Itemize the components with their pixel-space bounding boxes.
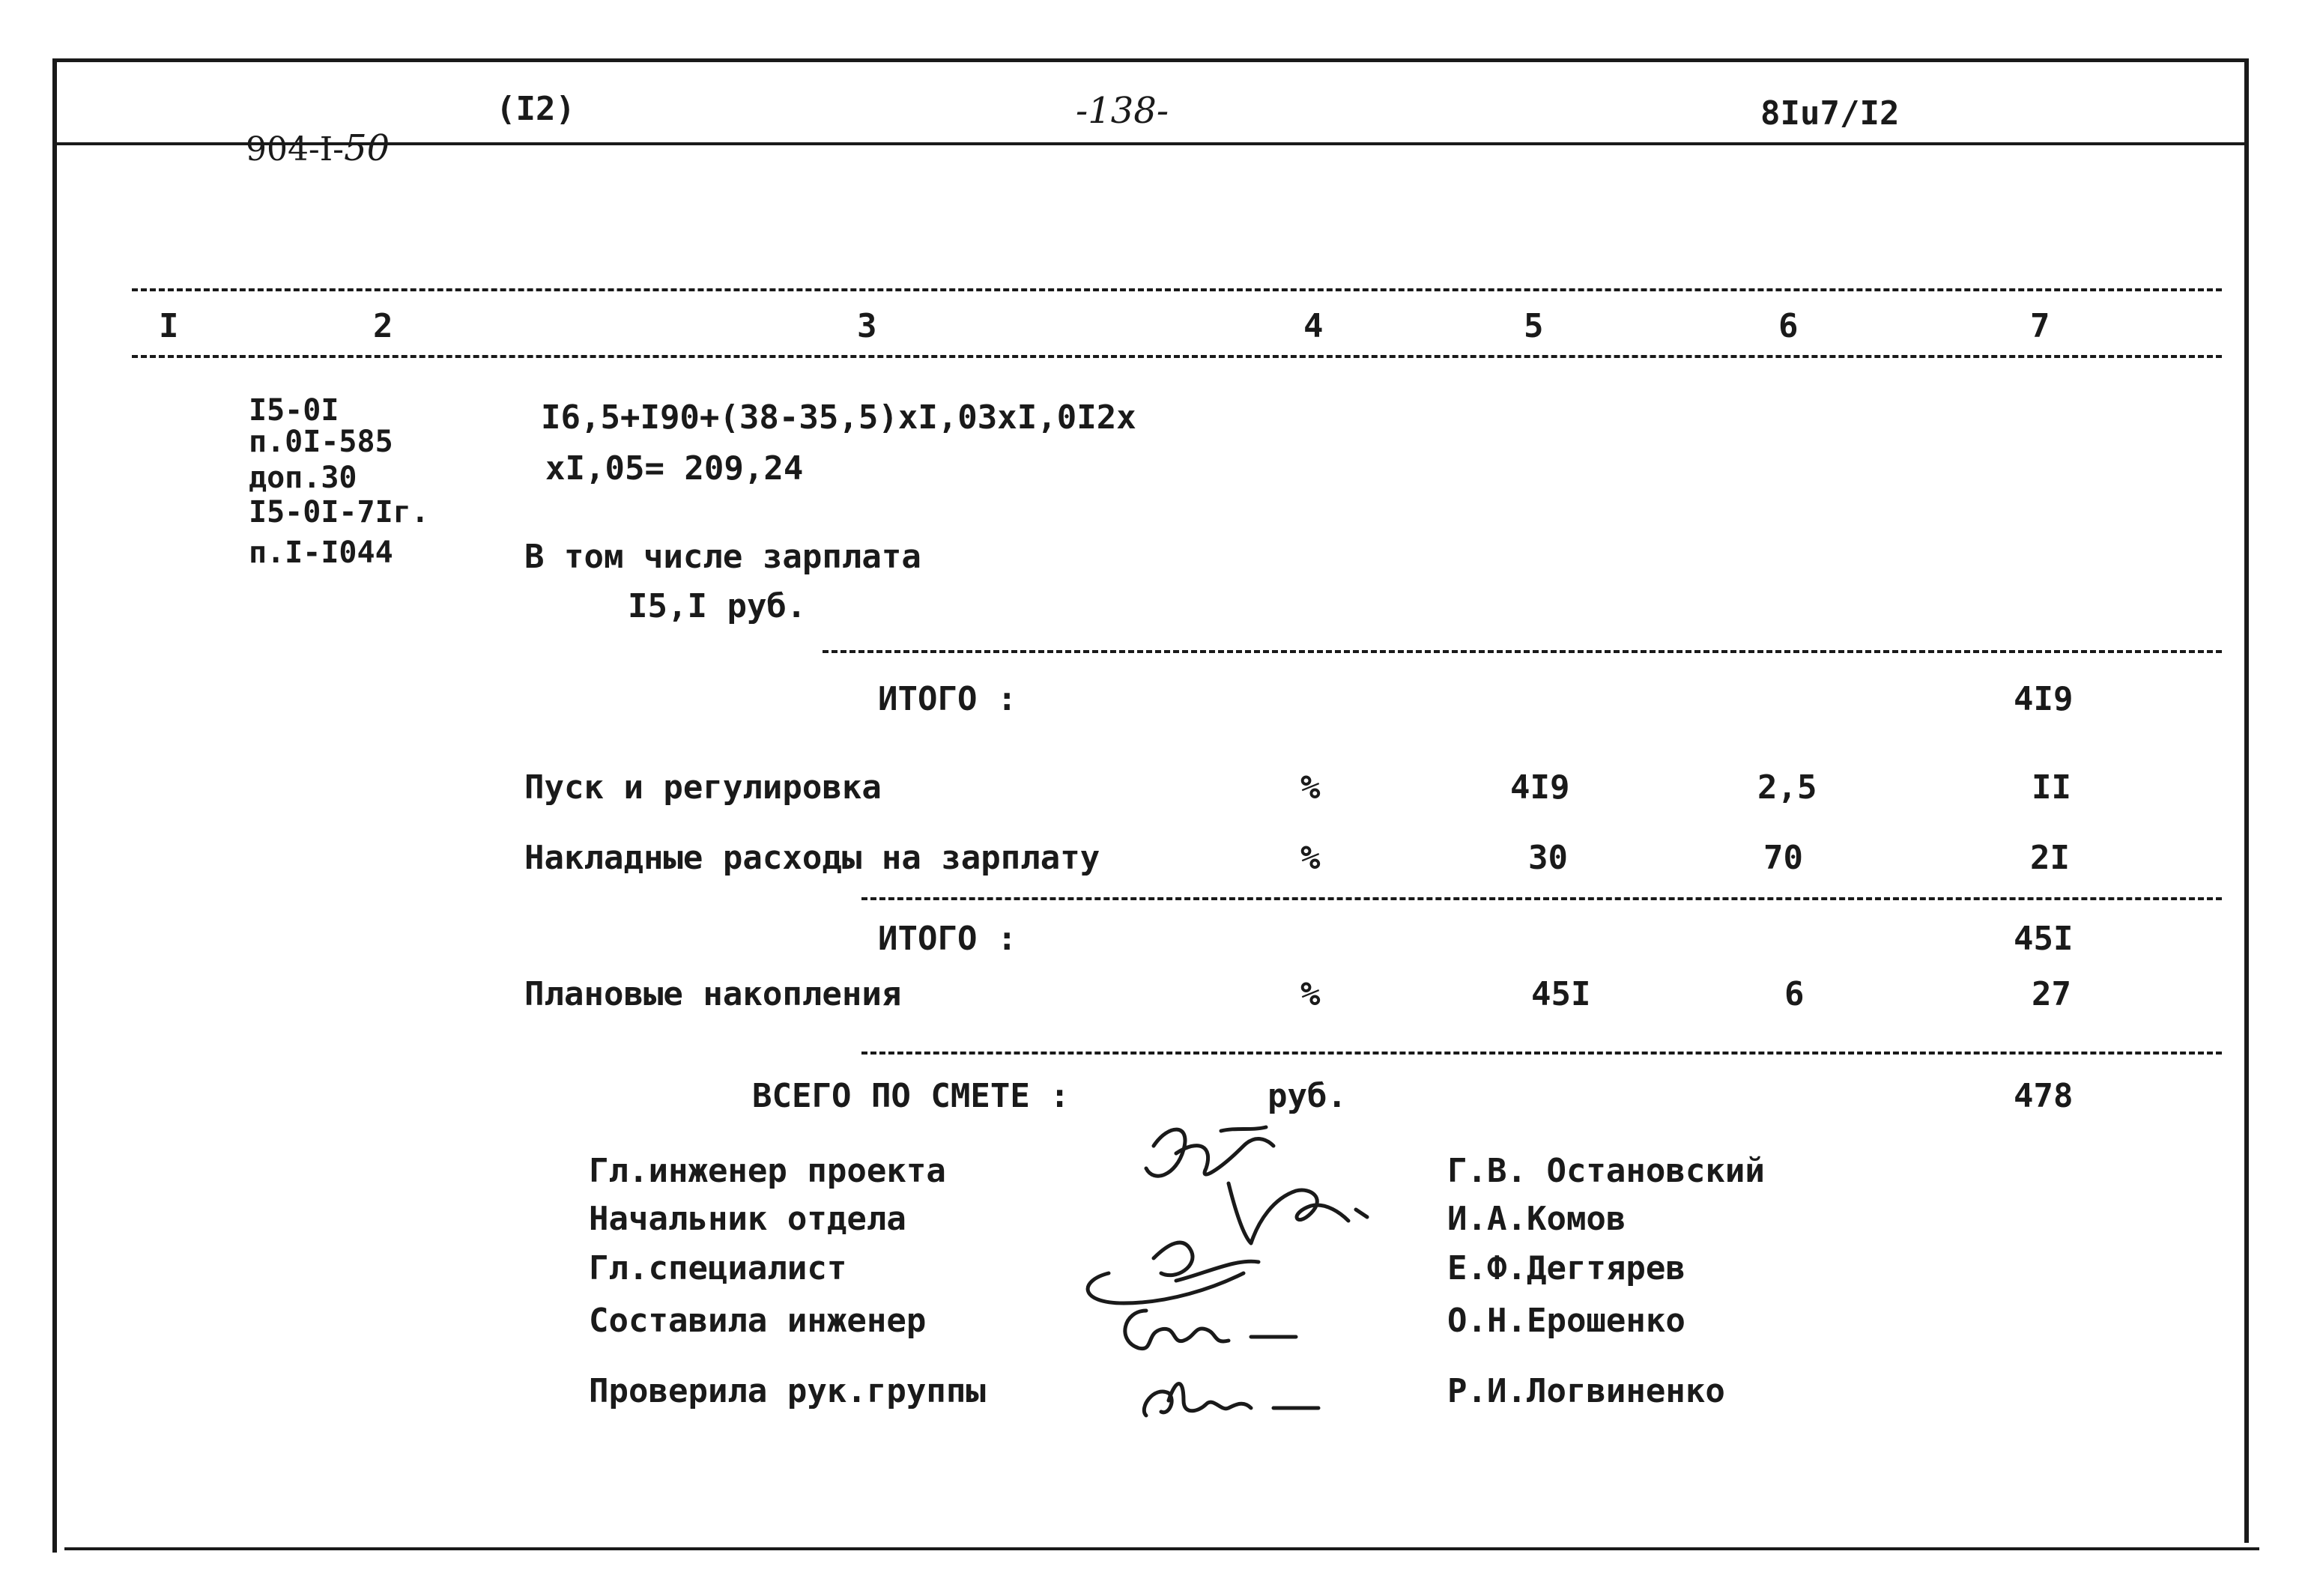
overhead-row-rate: 70 [1763, 839, 1803, 877]
signatory-5-name: Р.И.Логвиненко [1447, 1372, 1725, 1410]
album-number: (I2) [496, 90, 575, 128]
signatory-3-name: Е.Ф.Дегтярев [1447, 1249, 1685, 1287]
subtotal-2-value: 45I [2014, 920, 2074, 958]
frame-top-border [52, 58, 2249, 62]
signature-group-leader [1124, 1371, 1348, 1430]
subtotal-2-rule [861, 897, 2222, 900]
accumulation-row-unit: % [1300, 975, 1321, 1013]
accumulation-row-rate: 6 [1784, 975, 1805, 1013]
justification-line-4: I5-0I-7Iг. [249, 495, 429, 530]
wage-note-value: I5,I руб. [628, 587, 807, 625]
subtotal-1-rule [823, 650, 2222, 653]
cost-formula-line-1: I6,5+I90+(38-35,5)xI,03xI,0I2x [541, 398, 1136, 437]
column-number-1: I [159, 307, 179, 345]
signatory-2-title: Начальник отдела [589, 1200, 906, 1238]
subtotal-1-value: 4I9 [2014, 680, 2074, 718]
accumulation-row-name: Плановые накопления [524, 975, 902, 1013]
frame-right-border [2244, 58, 2249, 1543]
signatory-4-name: О.Н.Ерошенко [1447, 1302, 1685, 1340]
grand-total-rule [861, 1052, 2222, 1055]
commissioning-row-rate: 2,5 [1757, 768, 1817, 807]
signatory-3-title: Гл.специалист [589, 1249, 847, 1287]
project-code-handwritten: 50 [344, 127, 390, 169]
signatory-2-name: И.А.Комов [1447, 1200, 1626, 1238]
page-number: -138- [1076, 90, 1169, 132]
commissioning-row-base: 4I9 [1510, 768, 1570, 807]
frame-bottom-border [64, 1547, 2259, 1550]
subtotal-1-label: ИТОГО : [878, 680, 1017, 718]
document-number: 8Iu7/I2 [1760, 94, 1900, 133]
justification-line-2: п.0I-585 [249, 425, 393, 459]
signature-engineer [1101, 1296, 1326, 1363]
column-number-3: 3 [857, 307, 877, 345]
column-number-5: 5 [1524, 307, 1544, 345]
signatory-1-title: Гл.инженер проекта [589, 1152, 946, 1190]
project-code-printed: 904-I- [245, 130, 345, 169]
grand-total-label: ВСЕГО ПО СМЕТЕ : [752, 1077, 1070, 1115]
signatory-5-title: Проверила рук.группы [589, 1372, 986, 1410]
project-code [204, 97, 390, 199]
column-header-top-rule [132, 288, 2222, 291]
accumulation-row-base: 45I [1531, 975, 1591, 1013]
overhead-row-total: 2I [2030, 839, 2070, 877]
column-number-7: 7 [2030, 307, 2050, 345]
frame-left-border [52, 58, 57, 1553]
commissioning-row-name: Пуск и регулировка [524, 768, 882, 807]
grand-total-value: 478 [2014, 1077, 2074, 1115]
overhead-row-unit: % [1300, 839, 1321, 877]
column-number-4: 4 [1303, 307, 1324, 345]
commissioning-row-total: II [2032, 768, 2071, 807]
signatory-1-name: Г.В. Остановский [1447, 1152, 1765, 1190]
column-number-2: 2 [373, 307, 393, 345]
justification-line-3: доп.30 [249, 461, 357, 495]
overhead-row-base: 30 [1528, 839, 1568, 877]
overhead-row-name: Накладные расходы на зарплату [524, 839, 1100, 877]
grand-total-unit: руб. [1267, 1077, 1347, 1115]
column-header-bottom-rule [132, 355, 2222, 358]
cost-formula-line-2: xI,05= 209,24 [545, 449, 804, 488]
wage-note-label: В том числе зарплата [524, 538, 921, 576]
accumulation-row-total: 27 [2032, 975, 2071, 1013]
signatory-4-title: Составила инженер [589, 1302, 927, 1340]
subtotal-2-label: ИТОГО : [878, 920, 1017, 958]
justification-line-1: I5-0I [249, 393, 339, 428]
column-number-6: 6 [1778, 307, 1799, 345]
commissioning-row-unit: % [1300, 768, 1321, 807]
justification-line-5: п.I-I044 [249, 535, 393, 570]
